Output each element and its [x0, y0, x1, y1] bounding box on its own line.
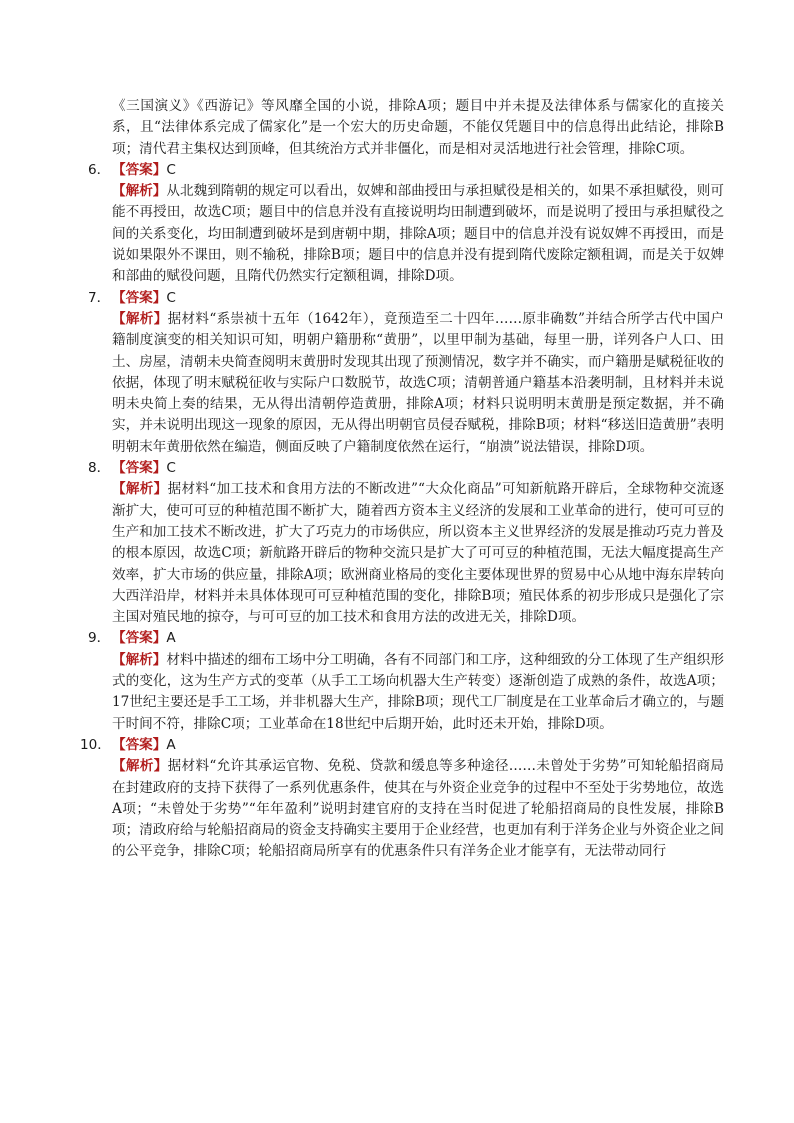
answer-tag: 【答案】 — [112, 460, 167, 477]
analysis-tag: 【解析】 — [112, 310, 168, 327]
answer-value: C — [166, 161, 176, 178]
analysis-tag: 【解析】 — [112, 758, 168, 775]
question-6 — [88, 160, 725, 288]
intro-paragraph: 《三国演义》《西游记》等风靡全国的小说，排除A项；题目中并未提及法律体系与儒家化的直接关系，且“法律体系完成了儒家化”是一个宏大的历史命题，不能仅凭题目中的信息得出此结论，排除B项；清代君主集权达到顶峰，但其统治方式并非僵化，而是相对灵活地进行社会管理，排除C项。 — [112, 98, 724, 157]
analysis-text: 从北魏到隋朝的规定可以看出，奴婢和部曲授田与承担赋役是相关的，如果不承担赋役，则可能不再授田，故选C项；题目中的信息并没有直接说明均田制遭到破坏，而是说明了授田与承担赋役之间的关系变化，均田制遭到破坏是到唐朝中期，排除A项；题目中的信息并没有说奴婢不再授田，而是说如果限外不课田，则不输税，排除B项；题目中的信息并没有提到隋代废除定额租调，而是关于奴婢和部曲的赋役问题，且隋代仍然实行定额租调，排除D项。 — [112, 183, 725, 285]
answer-value: A — [166, 736, 176, 753]
answer-value: C — [166, 460, 176, 477]
analysis-line — [112, 181, 724, 287]
answer-tag: 【答案】 — [112, 289, 167, 306]
question-10 — [80, 735, 724, 863]
analysis-line — [112, 479, 724, 628]
analysis-text: 材料中描述的细布工场中分工明确，各有不同部门和工序，这种细致的分工体现了生产组织形式的变化，这为生产方式的变革（从手工工场向机器大生产转变）逐渐创造了成熟的条件，故选A项；17世纪主要还是手工工场，并非机器大生产，排除B项；现代工厂制度是在工业革命后才确立的，与题干时间不符，排除C项；工业革命在18世纪中后期开始，此时还未开始，排除D项。 — [112, 651, 725, 732]
answer-line — [112, 628, 724, 649]
question-number: 9． — [88, 630, 111, 647]
answer-value: C — [166, 289, 176, 306]
answer-line — [112, 735, 724, 756]
analysis-line — [112, 309, 724, 458]
question-number: 7． — [88, 289, 111, 306]
question-7 — [88, 288, 724, 458]
analysis-text: 据材料“系崇祯十五年（1642年），竟预造至二十四年……原非确数”并结合所学古代中国户籍制度演变的相关知识可知，明朝户籍册称“黄册”，以里甲制为基础，每里一册，详列各户人口、田土、房屋，清朝未央简查阅明末黄册时发现其出现了预测情况，数字并不确实，而户籍册是赋税征收的依据，体现了明末赋税征收与实际户口数脱节，故选C项；清朝普通户籍基本沿袭明制，且材料并未说明未央简上奏的结果，无从得出清朝停造黄册，排除A项；材料只说明明末黄册是预定数据，并不确实，并未说明出现这一现象的原因，无从得出明朝官员侵吞赋税，排除B项；材料“移送旧造黄册”表明明朝末年黄册依然在编造，侧面反映了户籍制度依然在运行，“崩溃”说法错误，排除D项。 — [112, 310, 724, 455]
analysis-tag: 【解析】 — [112, 481, 168, 498]
analysis-line — [112, 650, 724, 735]
analysis-text: 据材料“加工技术和食用方法的不断改进”“大众化商品”可知新航路开辟后，全球物种交流逐渐扩大，使可可豆的种植范围不断扩大，随着西方资本主义经济的发展和工业革命的进行，使可可豆的生产和加工技术不断改进，扩大了巧克力的市场供应，所以资本主义世界经济的发展是推动巧克力普及的根本原因，故选C项；新航路开辟后的物种交流只是扩大了可可豆的种植范围，无法大幅度提高生产效率，扩大市场的供应量，排除A项；欧洲商业格局的变化主要体现世界的贸易中心从地中海东岸转向大西洋沿岸，材料并未具体体现可可豆种植范围的变化，排除B项；殖民体系的初步形成只是强化了宗主国对殖民地的掠夺，与可可豆的加工技术和食用方法的改进无关，排除D项。 — [112, 481, 725, 626]
answer-value: A — [166, 630, 176, 647]
answer-tag: 【答案】 — [112, 161, 167, 178]
answer-line — [112, 458, 724, 479]
analysis-tag: 【解析】 — [112, 651, 167, 668]
question-8 — [88, 458, 725, 628]
question-number: 6． — [88, 161, 111, 178]
answer-tag: 【答案】 — [112, 736, 167, 753]
question-number: 8． — [88, 460, 111, 477]
answer-line — [112, 160, 724, 181]
analysis-tag: 【解析】 — [112, 183, 167, 200]
question-number: 10． — [80, 736, 111, 753]
analysis-line — [112, 756, 724, 862]
question-9 — [88, 628, 725, 734]
answer-tag: 【答案】 — [112, 630, 167, 647]
answer-line — [112, 288, 724, 309]
analysis-text: 据材料“允许其承运官物、免税、贷款和缓息等多种途径……未曾处于劣势”可知轮船招商局在封建政府的支持下获得了一系列优惠条件，使其在与外资企业竞争的过程中不至处于劣势地位，故选A项；“未曾处于劣势”“年年盈利”说明封建官府的支持在当时促进了轮船招商局的良性发展，排除B项；清政府给与轮船招商局的资金支持确实主要用于企业经营，也更加有利于洋务企业与外资企业之间的公平竞争，排除C项；轮船招商局所享有的优惠条件只有洋务企业才能享有，无法带动同行 — [112, 758, 724, 860]
